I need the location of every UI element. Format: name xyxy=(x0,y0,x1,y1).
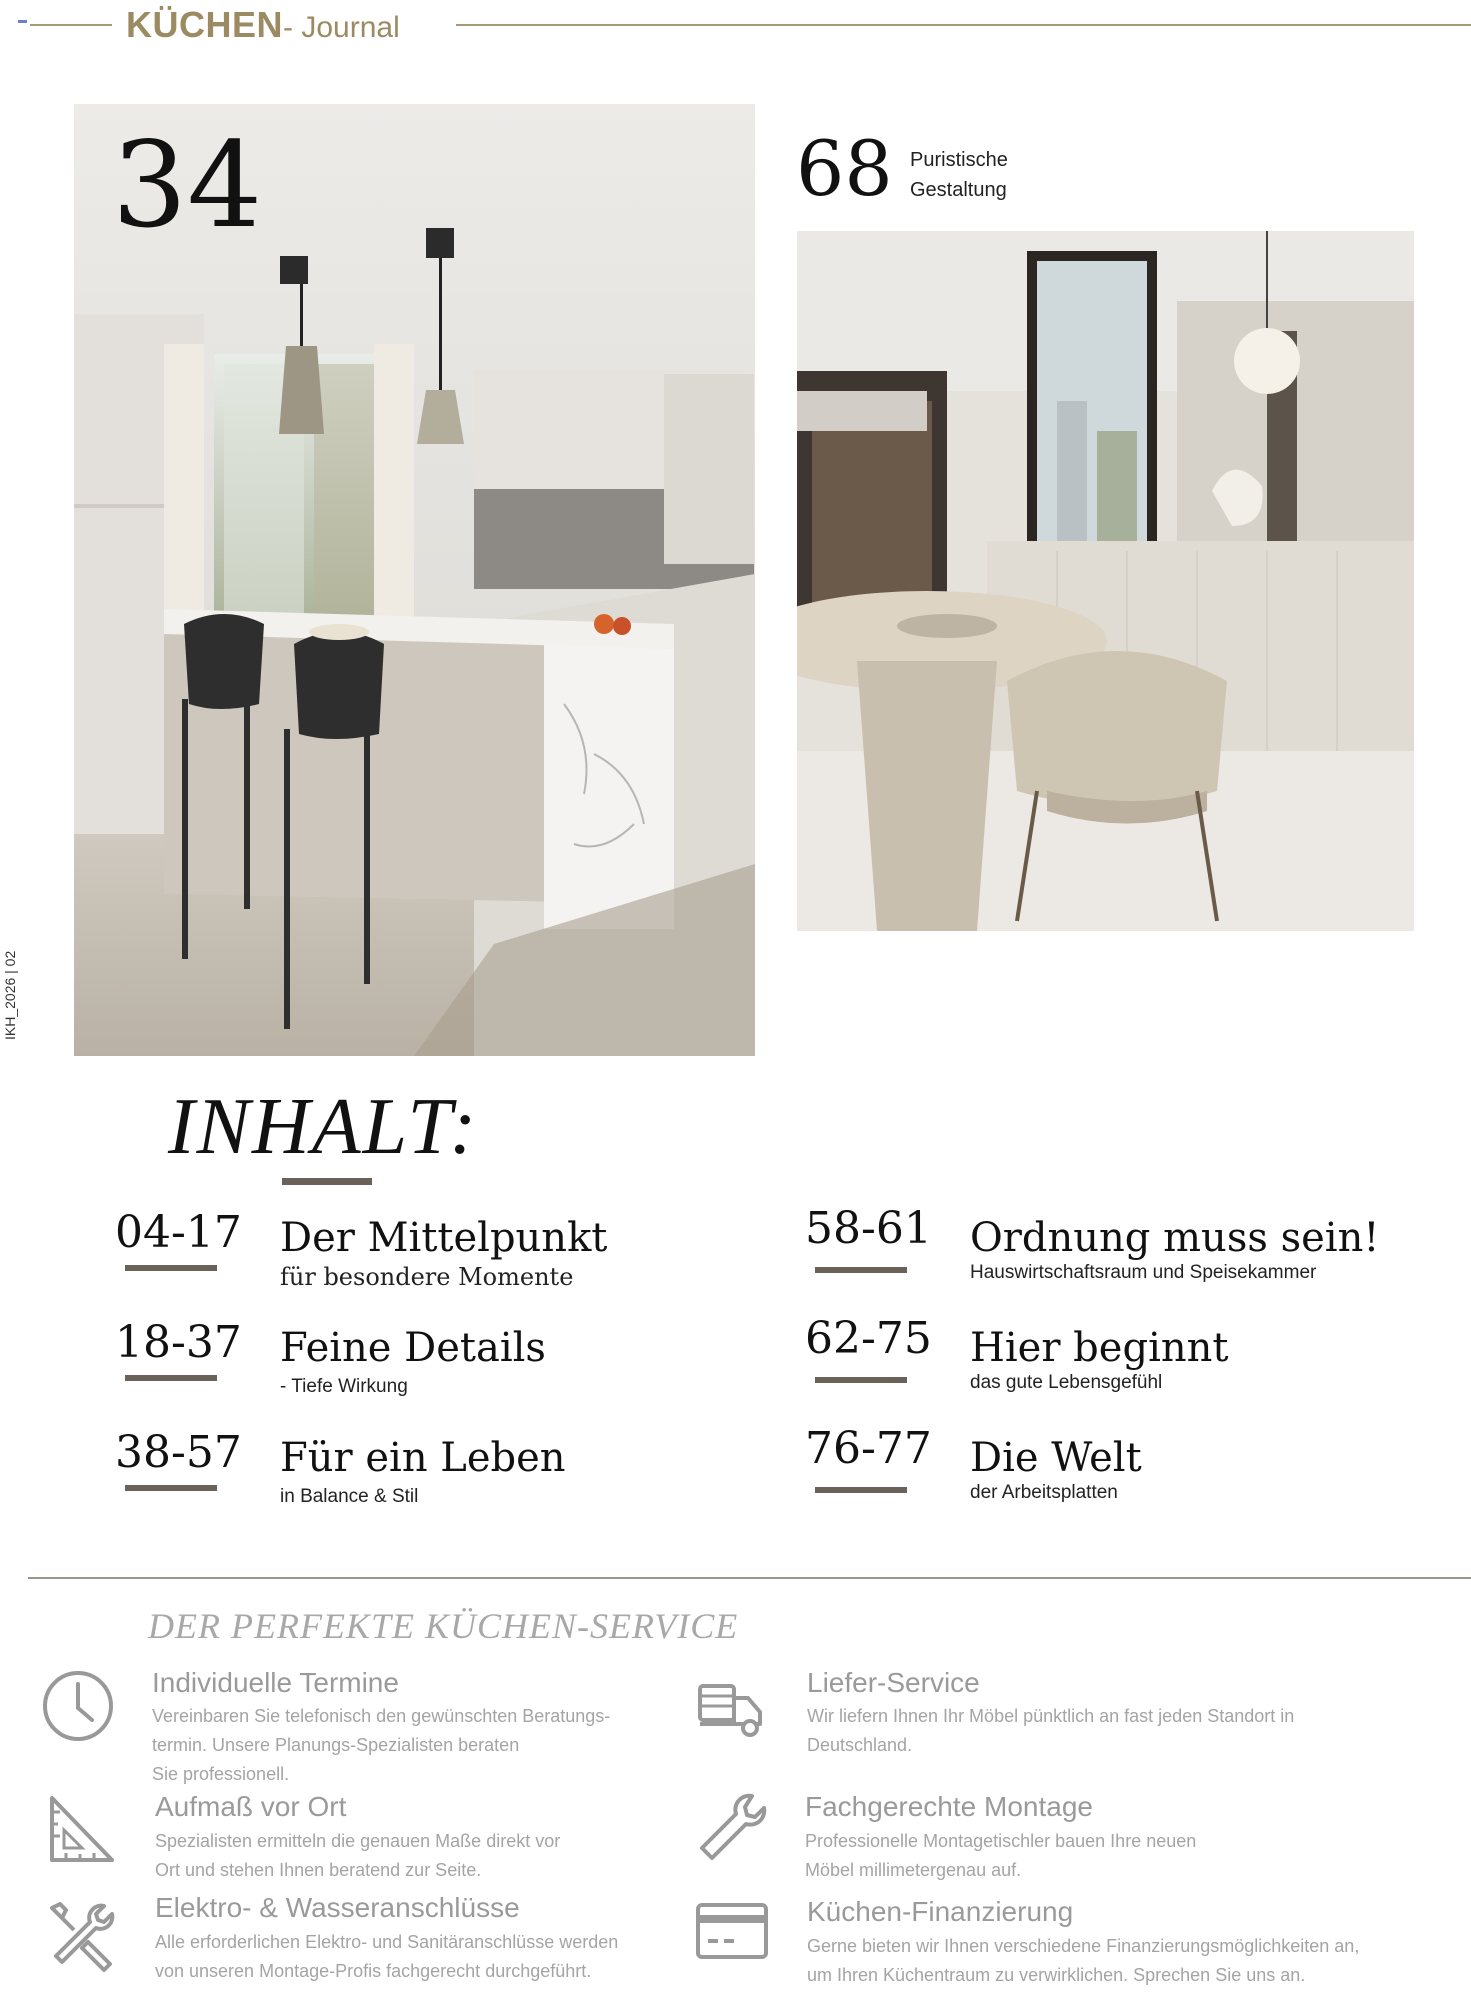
ruler-triangle-icon xyxy=(44,1792,120,1868)
entry-title: Die Welt xyxy=(970,1435,1142,1481)
service-line: Gerne bieten wir Ihnen verschiedene Finanzierungsmöglichkeiten an, xyxy=(807,1936,1360,1956)
service-line: Alle erforderlichen Elektro- und Sanitäranschlüsse werden xyxy=(155,1932,619,1952)
service-line: Spezialisten ermitteln die genauen Maße direkt vor xyxy=(155,1831,561,1851)
service-description xyxy=(152,1702,672,1789)
service-description xyxy=(807,1932,1447,1990)
entry-underline xyxy=(815,1267,907,1273)
service-line: um Ihren Küchentraum zu verwirklichen. Sprechen Sie uns an. xyxy=(807,1965,1306,1985)
service-title: Küchen-Finanzierung xyxy=(807,1896,1074,1927)
feature-caption-line1: Puristische xyxy=(910,149,1008,171)
entry-subtitle: für besondere Momente xyxy=(280,1263,574,1291)
service-line: Deutschland. xyxy=(807,1735,913,1755)
entry-page-range: 04-17 xyxy=(115,1207,242,1258)
side-page-label: IKH_2026 | 02 xyxy=(2,950,18,1040)
feature-number-68: 68 xyxy=(796,124,893,213)
contents-heading-bar xyxy=(282,1178,372,1185)
service-line: Sie professionell. xyxy=(152,1764,290,1784)
entry-title: Für ein Leben xyxy=(280,1435,566,1481)
entry-title: Ordnung muss sein! xyxy=(970,1215,1380,1261)
entry-subtitle: - Tiefe Wirkung xyxy=(280,1376,408,1397)
service-description xyxy=(807,1702,1327,1760)
credit-card-icon xyxy=(694,1895,770,1971)
service-line: Möbel millimetergenau auf. xyxy=(805,1860,1022,1880)
header-rule-left xyxy=(30,24,112,26)
service-line: von unseren Montage-Profis fachgerecht durchgeführt. xyxy=(155,1961,592,1981)
entry-subtitle: in Balance & Stil xyxy=(280,1486,419,1507)
brand-sub: - Journal xyxy=(283,11,400,44)
service-line: Ort und stehen Ihnen beratend zur Seite. xyxy=(155,1860,482,1880)
header-rule-right xyxy=(456,24,1471,26)
clock-icon xyxy=(40,1668,116,1744)
feature-caption xyxy=(910,145,1008,205)
entry-title: Hier beginnt xyxy=(970,1325,1229,1371)
feature-number-34: 34 xyxy=(112,116,263,254)
dining-kitchen-photo xyxy=(797,231,1414,931)
delivery-truck-icon xyxy=(694,1670,770,1746)
entry-subtitle: das gute Lebensgefühl xyxy=(970,1372,1163,1393)
service-line: Wir liefern Ihnen Ihr Möbel pünktlich an fast jeden Standort in xyxy=(807,1706,1295,1726)
service-line: termin. Unsere Planungs-Spezialisten beraten xyxy=(152,1735,520,1755)
service-title: Liefer-Service xyxy=(807,1667,980,1698)
service-description xyxy=(155,1928,675,1986)
service-description xyxy=(155,1827,675,1885)
tools-icon xyxy=(44,1898,120,1974)
section-divider xyxy=(28,1577,1471,1579)
entry-underline xyxy=(125,1485,217,1491)
contents-heading: INHALT: xyxy=(168,1083,479,1171)
entry-page-range: 62-75 xyxy=(805,1313,932,1364)
entry-page-range: 58-61 xyxy=(805,1203,932,1254)
entry-page-range: 18-37 xyxy=(115,1317,242,1368)
entry-underline xyxy=(815,1487,907,1493)
service-title: Elektro- & Wasseranschlüsse xyxy=(155,1892,520,1923)
service-heading: DER PERFEKTE KÜCHEN-SERVICE xyxy=(148,1606,739,1646)
service-title: Aufmaß vor Ort xyxy=(155,1791,347,1822)
wrench-icon xyxy=(694,1790,770,1866)
magazine-brand xyxy=(126,4,400,46)
service-line: Vereinbaren Sie telefonisch den gewünschten Beratungs- xyxy=(152,1706,611,1726)
service-title: Fachgerechte Montage xyxy=(805,1791,1093,1822)
entry-underline xyxy=(815,1377,907,1383)
service-title: Individuelle Termine xyxy=(152,1667,399,1698)
brand-main: KÜCHEN xyxy=(126,4,284,45)
entry-subtitle: Hauswirtschaftsraum und Speisekammer xyxy=(970,1262,1317,1283)
feature-caption-line2: Gestaltung xyxy=(910,179,1007,201)
service-line: Professionelle Montagetischler bauen Ihre neuen xyxy=(805,1831,1197,1851)
entry-underline xyxy=(125,1265,217,1271)
entry-page-range: 76-77 xyxy=(805,1423,932,1474)
entry-subtitle: der Arbeitsplatten xyxy=(970,1482,1118,1503)
entry-title: Der Mittelpunkt xyxy=(280,1215,608,1261)
entry-page-range: 38-57 xyxy=(115,1427,242,1478)
entry-title: Feine Details xyxy=(280,1325,546,1371)
page-marker xyxy=(18,20,27,23)
entry-underline xyxy=(125,1375,217,1381)
service-description xyxy=(805,1827,1325,1885)
